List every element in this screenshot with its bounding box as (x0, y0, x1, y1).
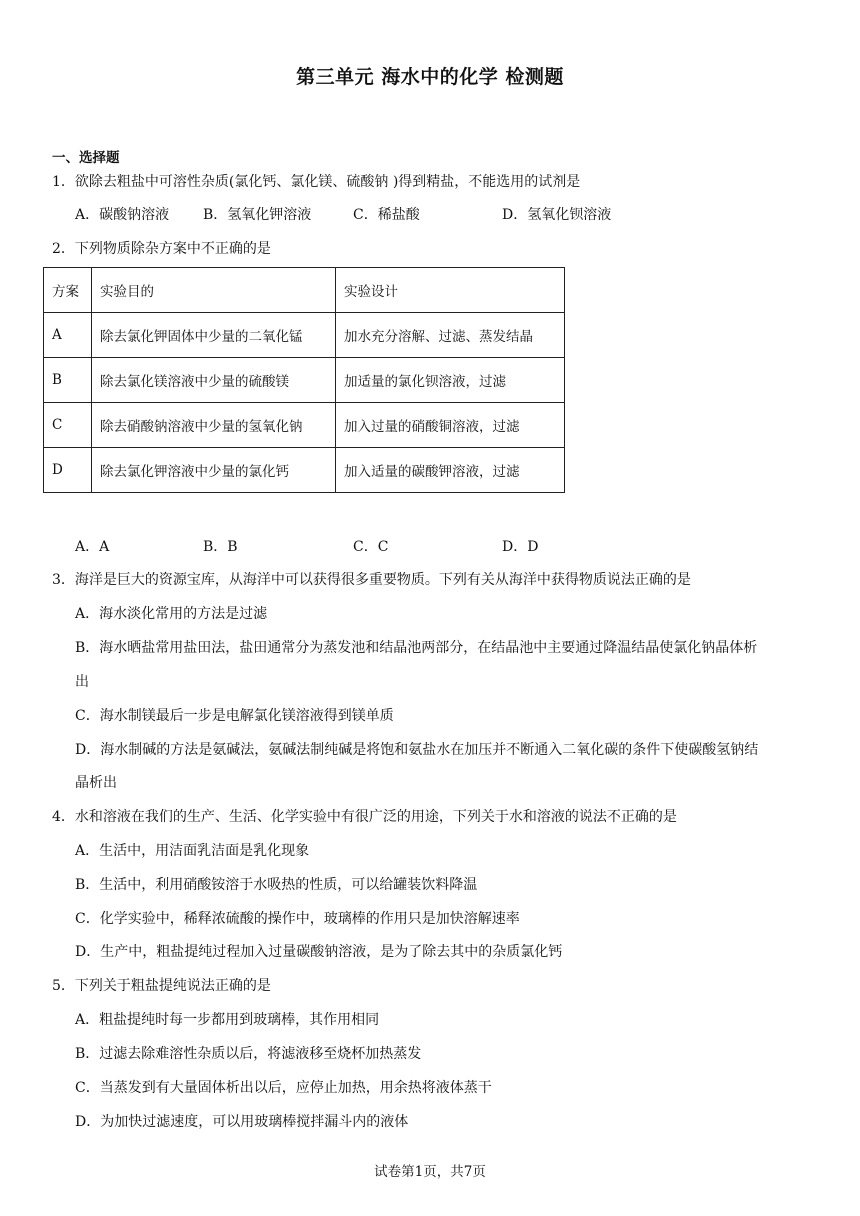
q1-option-b: B．氢氧化钾溶液 (203, 207, 312, 223)
q4-option-d: D．生产中，粗盐提纯过程加入过量碳酸钠溶液，是为了除去其中的杂质氯化钙 (75, 944, 563, 960)
table-row (44, 448, 565, 493)
table-cell: 除去氯化钾固体中少量的二氧化锰 (92, 313, 336, 358)
table-header-row (44, 268, 565, 313)
q3-option-c: C．海水制镁最后一步是电解氯化镁溶液得到镁单质 (75, 708, 394, 724)
q2-option-c: C．C (353, 539, 389, 555)
table-cell: 除去氯化钾溶液中少量的氯化钙 (92, 448, 336, 493)
q1-option-d: D．氢氧化钡溶液 (502, 207, 612, 223)
q5-option-a: A．粗盐提纯时每一步都用到玻璃棒，其作用相同 (75, 1012, 380, 1028)
page-footer: 试卷第1页，共7页 (374, 1164, 486, 1180)
q2-option-a: A．A (75, 539, 110, 555)
table-header-cell: 方案 (44, 268, 92, 313)
q4-option-c: C．化学实验中，稀释浓硫酸的操作中，玻璃棒的作用只是加快溶解速率 (75, 911, 520, 927)
question-1-stem: 1．欲除去粗盐中可溶性杂质(氯化钙、氯化镁、硫酸钠 )得到精盐，不能选用的试剂是 (52, 174, 581, 190)
q2-table (43, 267, 565, 493)
q3-option-a: A．海水淡化常用的方法是过滤 (75, 606, 268, 622)
question-3-stem: 3．海洋是巨大的资源宝库，从海洋中可以获得很多重要物质。下列有关从海洋中获得物质说法正确的是 (52, 572, 691, 588)
table-cell: 加入适量的碳酸钾溶液，过滤 (336, 448, 565, 493)
q3-option-b-cont: 出 (75, 674, 89, 690)
q4-option-b: B．生活中，利用硝酸铵溶于水吸热的性质，可以给罐装饮料降温 (75, 877, 478, 893)
table-row (44, 403, 565, 448)
question-5-stem: 5．下列关于粗盐提纯说法正确的是 (52, 978, 271, 994)
table-cell: A (44, 313, 92, 358)
q4-option-a: A．生活中，用洁面乳洁面是乳化现象 (75, 843, 310, 859)
q1-option-c: C．稀盐酸 (353, 207, 420, 223)
table-header-cell: 实验目的 (92, 268, 336, 313)
page-title: 第三单元 海水中的化学 检测题 (296, 66, 564, 88)
question-4-stem: 4．水和溶液在我们的生产、生活、化学实验中有很广泛的用途，下列关于水和溶液的说法不正确的是 (52, 809, 677, 825)
q3-option-b: B．海水晒盐常用盐田法，盐田通常分为蒸发池和结晶池两部分，在结晶池中主要通过降温结晶使氯化钠晶体析 (75, 640, 758, 656)
table-cell: 加水充分溶解、过滤、蒸发结晶 (336, 313, 565, 358)
table-cell: B (44, 358, 92, 403)
q5-option-c: C．当蒸发到有大量固体析出以后，应停止加热，用余热将液体蒸干 (75, 1080, 492, 1096)
table-row (44, 358, 565, 403)
table-row (44, 313, 565, 358)
q5-option-d: D．为加快过滤速度，可以用玻璃棒搅拌漏斗内的液体 (75, 1114, 409, 1130)
q5-option-b: B．过滤去除难溶性杂质以后，将滤液移至烧杯加热蒸发 (75, 1046, 422, 1062)
table-cell: 加入过量的硝酸铜溶液，过滤 (336, 403, 565, 448)
q2-option-d: D．D (502, 539, 539, 555)
table-cell: 除去硝酸钠溶液中少量的氢氧化钠 (92, 403, 336, 448)
table-header-cell: 实验设计 (336, 268, 565, 313)
q3-option-d-cont: 晶析出 (75, 775, 117, 791)
q1-option-a: A．碳酸钠溶液 (75, 207, 170, 223)
q2-option-b: B．B (203, 539, 238, 555)
question-2-stem: 2．下列物质除杂方案中不正确的是 (52, 241, 271, 257)
table-cell: 除去氯化镁溶液中少量的硫酸镁 (92, 358, 336, 403)
table-cell: C (44, 403, 92, 448)
section-heading: 一、选择题 (52, 150, 120, 166)
table-cell: D (44, 448, 92, 493)
table-cell: 加适量的氯化钡溶液，过滤 (336, 358, 565, 403)
q3-option-d: D．海水制碱的方法是氨碱法，氨碱法制纯碱是将饱和氨盐水在加压并不断通入二氧化碳的条件下使碳酸氢钠结 (75, 742, 759, 758)
